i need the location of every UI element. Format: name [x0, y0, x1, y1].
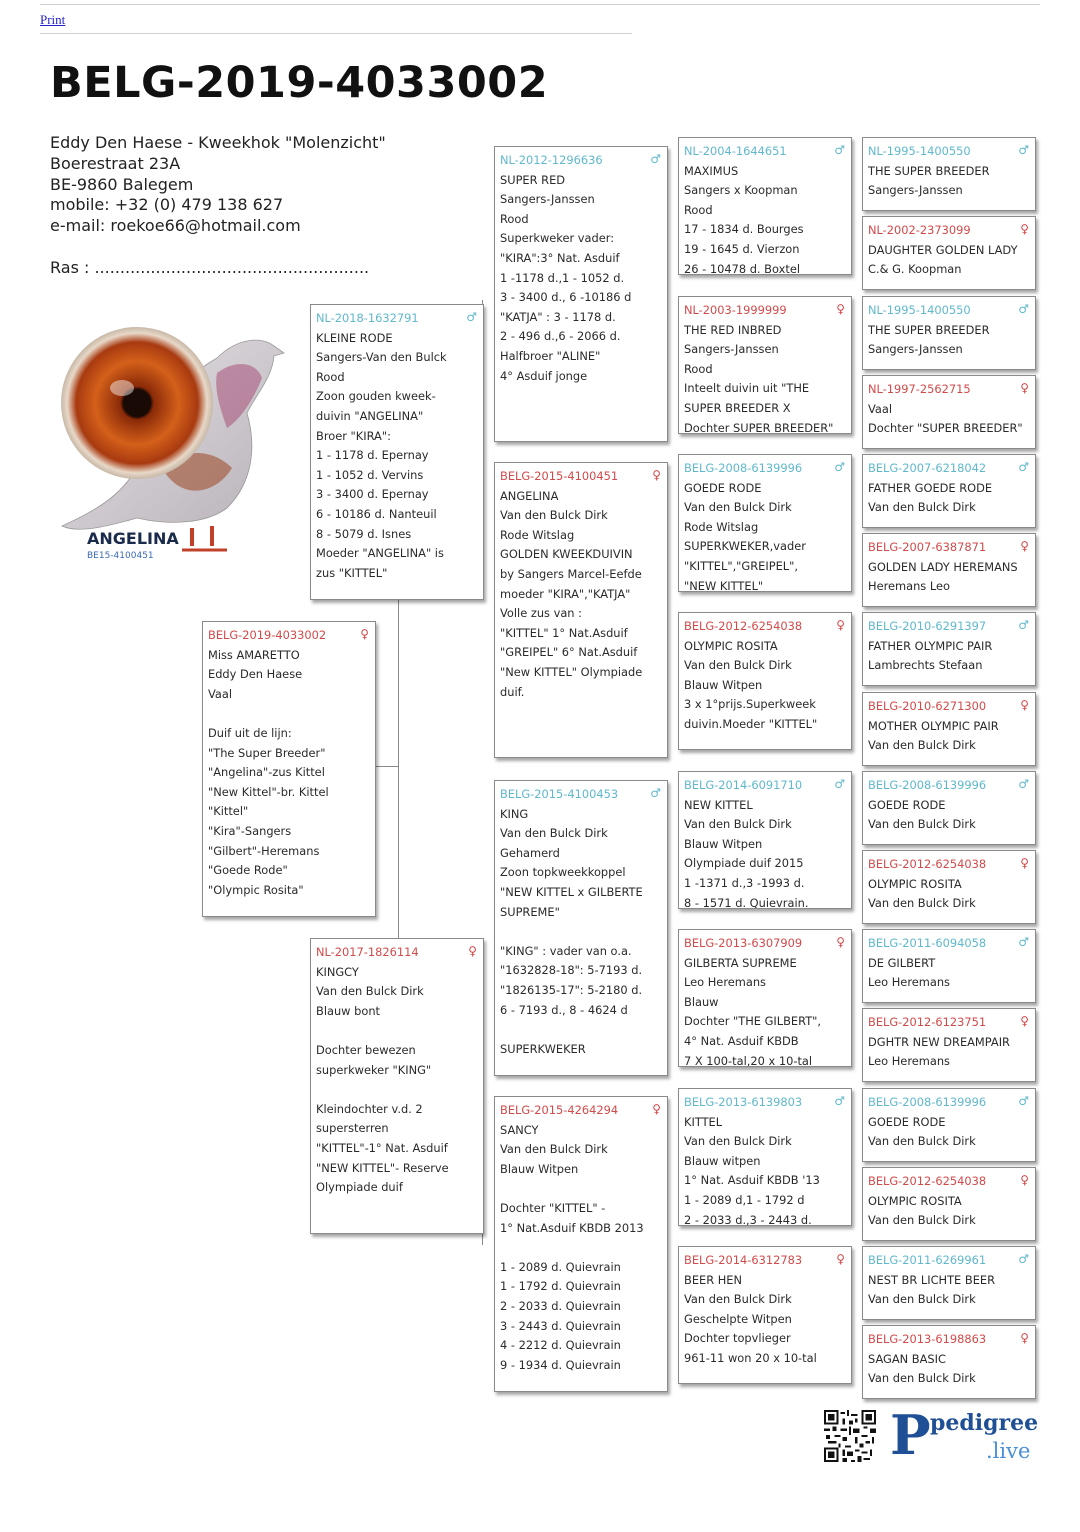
card-text-line: Dochter "THE GILBERT", — [684, 1014, 822, 1029]
card-text-line: 961-11 won 20 x 10-tal — [684, 1350, 817, 1365]
card-text-line: Moeder "ANGELINA" is — [316, 546, 444, 561]
pigeon-name: NEW KITTEL — [684, 797, 753, 812]
great-great-grandparent-card — [862, 692, 1036, 766]
pigeon-name: BEER HEN — [684, 1272, 743, 1287]
card-text-line: Van den Bulck Dirk — [684, 1292, 792, 1307]
card-text-line: 2 - 496 d.,6 - 2066 d. — [500, 329, 621, 344]
male-icon: ♂ — [834, 460, 845, 474]
print-link[interactable]: Print — [40, 12, 66, 27]
card-text-line: Rode Witslag — [684, 519, 759, 534]
card-text-line: SUPER BREEDER X — [684, 400, 791, 415]
granddam-maternal-card — [494, 1096, 668, 1392]
card-text-line: "NEW KITTEL x GILBERTE — [500, 884, 643, 899]
ring-number: NL-2018-1632791 — [316, 311, 419, 325]
card-text-line — [208, 704, 370, 724]
great-grandparent-card — [678, 296, 852, 434]
card-text-line: 1 - 2089 d,1 - 1792 d — [684, 1192, 805, 1207]
ring-number: BELG-2007-6218042 — [868, 461, 987, 475]
pigeon-name: Vaal — [868, 401, 893, 416]
card-text-line: Blauw Witpen — [684, 677, 763, 692]
card-text-line: 4° Nat. Asduif KBDB — [684, 1033, 799, 1048]
card-text-line: Dochter bewezen — [316, 1042, 416, 1057]
great-great-grandparent-card — [862, 216, 1036, 290]
card-text-line: 3 - 3400 d. Epernay — [316, 487, 429, 502]
great-great-grandparent-card — [862, 375, 1036, 449]
card-text-line: 9 - 1934 d. Quievrain — [500, 1357, 621, 1372]
pigeon-name: NEST BR LICHTE BEER — [868, 1272, 995, 1287]
card-text-line: Inteelt duivin uit "THE — [684, 381, 810, 396]
card-text-line: "KITTEL" 1° Nat.Asduif — [500, 625, 628, 640]
card-text-line: Rood — [316, 369, 345, 384]
ring-number: BELG-2011-6269961 — [868, 1253, 987, 1267]
great-great-grandparent-card — [862, 137, 1036, 211]
ring-number: BELG-2012-6254038 — [868, 1174, 987, 1188]
pigeon-name: Miss AMARETTO — [208, 647, 300, 662]
male-icon: ♂ — [1018, 935, 1029, 949]
card-text-line: Van den Bulck Dirk — [316, 984, 424, 999]
card-text-line: Van den Bulck Dirk — [868, 738, 976, 753]
ring-number: BELG-2015-4264294 — [500, 1103, 619, 1117]
pigeon-name: DGHTR NEW DREAMPAIR — [868, 1034, 1010, 1049]
great-great-grandparent-card — [862, 1167, 1036, 1241]
card-text-line — [316, 1080, 478, 1100]
pigeon-name: GOEDE RODE — [684, 480, 762, 495]
card-text-line: Van den Bulck Dirk — [684, 658, 792, 673]
female-icon: ♀ — [836, 935, 845, 949]
female-icon: ♀ — [1020, 222, 1029, 236]
card-text-line: 26 - 10478 d. Boxtel — [684, 261, 800, 275]
ring-number: BELG-2008-6139996 — [868, 778, 987, 792]
great-great-grandparent-card — [862, 296, 1036, 370]
card-text-line: Eddy Den Haese — [208, 667, 303, 682]
grandsire-maternal-card — [494, 780, 668, 1076]
card-text-line: zus "KITTEL" — [316, 565, 388, 580]
ring-number: BELG-2010-6271300 — [868, 699, 987, 713]
card-text-line: "New KITTEL" Olympiade — [500, 664, 643, 679]
male-icon: ♂ — [834, 1094, 845, 1108]
card-text-line: Gehamerd — [500, 845, 560, 860]
card-text-line: "Kira"-Sangers — [208, 823, 292, 838]
card-text-line: "The Super Breeder" — [208, 745, 326, 760]
page-title: BELG-2019-4033002 — [50, 58, 549, 108]
card-text-line: "NEW KITTEL" — [684, 578, 764, 592]
card-text-line: Sangers-Janssen — [500, 192, 595, 207]
card-text-line: Blauw witpen — [684, 1153, 761, 1168]
subject-card — [202, 621, 376, 917]
male-icon: ♂ — [650, 786, 661, 800]
card-text-line: "KITTEL"-1° Nat. Asduif — [316, 1140, 448, 1155]
great-great-grandparent-card — [862, 771, 1036, 845]
card-text-line: Van den Bulck Dirk — [500, 508, 608, 523]
great-grandparent-card — [678, 1088, 852, 1226]
card-text-line: Blauw Witpen — [500, 1161, 579, 1176]
pigeon-name: MOTHER OLYMPIC PAIR — [868, 718, 999, 733]
card-text-line: "Olympic Rosita" — [208, 882, 304, 897]
card-text-line: 1° Nat. Asduif KBDB '13 — [684, 1173, 820, 1188]
card-text-line — [316, 1021, 478, 1041]
card-text-line: 1 -1371 d.,3 -1993 d. — [684, 875, 805, 890]
pigeon-name: KING — [500, 806, 529, 821]
card-text-line: 6 - 10186 d. Nanteuil — [316, 506, 437, 521]
card-text-line: "NEW KITTEL"- Reserve — [316, 1160, 449, 1175]
header-divider — [40, 33, 632, 34]
card-text-line: Geschelpte Witpen — [684, 1311, 792, 1326]
pigeon-name: DE GILBERT — [868, 955, 936, 970]
card-text-line: Volle zus van : — [500, 606, 582, 621]
great-great-grandparent-card — [862, 1325, 1036, 1399]
great-grandparent-card — [678, 771, 852, 909]
pigeon-name: ANGELINA — [500, 488, 559, 503]
ring-number: BELG-2014-6312783 — [684, 1253, 803, 1267]
card-text-line: 4° Asduif jonge — [500, 368, 588, 383]
card-text-line: supersterren — [316, 1121, 389, 1136]
card-text-line: 8 - 5079 d. Isnes — [316, 526, 412, 541]
card-text-line: Dochter "SUPER BREEDER" — [868, 421, 1023, 436]
card-text-line: Zoon gouden kweek- — [316, 389, 436, 404]
card-text-line: "Angelina"-zus Kittel — [208, 765, 325, 780]
card-text-line: Van den Bulck Dirk — [868, 1371, 976, 1386]
pigeon-name: FATHER OLYMPIC PAIR — [868, 638, 993, 653]
card-text-line: "KATJA" : 3 - 1178 d. — [500, 309, 616, 324]
pigeon-name: GILBERTA SUPREME — [684, 955, 797, 970]
great-grandparent-card — [678, 1246, 852, 1384]
ring-number: NL-2003-1999999 — [684, 303, 787, 317]
ring-number: BELG-2012-6254038 — [684, 619, 803, 633]
male-icon: ♂ — [1018, 618, 1029, 632]
ring-number: BELG-2007-6387871 — [868, 540, 987, 554]
card-text-line: Rood — [684, 202, 713, 217]
great-grandparent-card — [678, 612, 852, 750]
great-grandparent-card — [678, 137, 852, 275]
card-text-line: Van den Bulck Dirk — [500, 826, 608, 841]
female-icon: ♀ — [652, 468, 661, 482]
card-text-line: 2 - 2033 d. Quievrain — [500, 1298, 621, 1313]
owner-street: Boerestraat 23A — [50, 153, 181, 173]
male-icon: ♂ — [1018, 302, 1029, 316]
great-great-grandparent-card — [862, 612, 1036, 686]
ring-number: BELG-2013-6139803 — [684, 1095, 803, 1109]
pigeon-name: SANCY — [500, 1122, 539, 1137]
card-text-line: Heremans Leo — [868, 579, 950, 594]
ring-number: BELG-2015-4100453 — [500, 787, 619, 801]
card-text-line: SUPERKWEKER,vader — [684, 539, 806, 554]
pigeon-name: KLEINE RODE — [316, 330, 393, 345]
card-text-line: 1 -1178 d.,1 - 1052 d. — [500, 270, 625, 285]
ring-number: NL-1997-2562715 — [868, 382, 971, 396]
great-great-grandparent-card — [862, 533, 1036, 607]
card-text-line: Van den Bulck Dirk — [684, 1134, 792, 1149]
female-icon: ♀ — [836, 1252, 845, 1266]
pigeon-name: OLYMPIC ROSITA — [868, 1193, 962, 1208]
card-text-line: Vaal — [208, 686, 233, 701]
male-icon: ♂ — [1018, 1094, 1029, 1108]
great-great-grandparent-card — [862, 454, 1036, 528]
card-text-line: Sangers-Janssen — [684, 342, 779, 357]
photo-pigeon-name: ANGELINA — [87, 529, 179, 548]
card-text-line: 19 - 1645 d. Vierzon — [684, 241, 800, 256]
pigeon-name: THE SUPER BREEDER — [868, 322, 990, 337]
female-icon: ♀ — [360, 627, 369, 641]
card-text-line: "KITTEL","GREIPEL", — [684, 558, 798, 573]
card-text-line: "1632828-18": 5-7193 d. — [500, 963, 643, 978]
card-text-line: 3 x 1°prijs.Superkweek — [684, 697, 816, 712]
ring-number: NL-2012-1296636 — [500, 153, 603, 167]
great-great-grandparent-card — [862, 1008, 1036, 1082]
card-text-line: 17 - 1834 d. Bourges — [684, 222, 804, 237]
card-text-line: 1 - 1178 d. Epernay — [316, 448, 429, 463]
male-icon: ♂ — [1018, 777, 1029, 791]
card-text-line: Van den Bulck Dirk — [868, 500, 976, 515]
logo-main-text: pedigree — [930, 1410, 1039, 1436]
card-text-line: Kleindochter v.d. 2 — [316, 1101, 423, 1116]
owner-email: e-mail: roekoe66@hotmail.com — [50, 216, 301, 236]
card-text-line: 3 - 2443 d. Quievrain — [500, 1318, 621, 1333]
pigeon-name: SUPER RED — [500, 172, 566, 187]
great-great-grandparent-card — [862, 1246, 1036, 1320]
ring-number: BELG-2012-6123751 — [868, 1015, 987, 1029]
qr-code — [824, 1410, 876, 1462]
card-text-line: Van den Bulck Dirk — [500, 1142, 608, 1157]
pigeon-name: FATHER GOEDE RODE — [868, 480, 993, 495]
female-icon: ♀ — [1020, 1014, 1029, 1028]
card-text-line: "KING" : vader van o.a. — [500, 943, 632, 958]
card-text-line: Lambrechts Stefaan — [868, 658, 983, 673]
logo-letter: P — [890, 1404, 931, 1467]
card-text-line: "KIRA":3° Nat. Asduif — [500, 250, 620, 265]
card-text-line: Duif uit de lijn: — [208, 725, 292, 740]
ring-number: NL-1995-1400550 — [868, 303, 971, 317]
ring-number: BELG-2013-6307909 — [684, 936, 803, 950]
male-icon: ♂ — [834, 143, 845, 157]
card-text-line: "Gilbert"-Heremans — [208, 843, 320, 858]
card-text-line: GOLDEN KWEEKDUIVIN — [500, 547, 633, 562]
card-text-line: by Sangers Marcel-Eefde — [500, 566, 642, 581]
owner-name: Eddy Den Haese - Kweekhok "Molenzicht" — [50, 133, 386, 152]
owner-city: BE-9860 Balegem — [50, 174, 194, 194]
card-text-line: Sangers-Janssen — [868, 183, 963, 198]
card-text-line: 7 X 100-tal,20 x 10-tal — [684, 1053, 813, 1067]
card-text-line: Van den Bulck Dirk — [684, 500, 792, 515]
card-text-line: Dochter topvlieger — [684, 1331, 791, 1346]
card-text-line — [500, 922, 662, 942]
pigeon-name: GOLDEN LADY HEREMANS — [868, 559, 1018, 574]
card-text-line — [500, 1020, 662, 1040]
card-text-line: duif. — [500, 684, 525, 699]
female-icon: ♀ — [1020, 539, 1029, 553]
card-text-line: Van den Bulck Dirk — [868, 1134, 976, 1149]
card-text-line: Sangers-Van den Bulck — [316, 350, 447, 365]
card-text-line: Olympiade duif 2015 — [684, 856, 804, 871]
connector-line — [374, 766, 399, 767]
ring-number: BELG-2008-6139996 — [868, 1095, 987, 1109]
male-icon: ♂ — [1018, 1252, 1029, 1266]
male-icon: ♂ — [834, 777, 845, 791]
pigeon-name: OLYMPIC ROSITA — [868, 876, 962, 891]
ring-number: BELG-2010-6291397 — [868, 619, 987, 633]
card-text-line: Zoon topkweekkoppel — [500, 865, 626, 880]
pigeon-name: GOEDE RODE — [868, 797, 946, 812]
card-text-line: 1 - 2089 d. Quievrain — [500, 1259, 621, 1274]
ring-number: BELG-2011-6094058 — [868, 936, 987, 950]
card-text-line: moeder "KIRA","KATJA" — [500, 586, 631, 601]
ring-number: NL-2004-1644651 — [684, 144, 787, 158]
card-text-line: Blauw — [684, 994, 719, 1009]
card-text-line: 2 - 2033 d.,3 - 2443 d. — [684, 1212, 812, 1226]
ring-number: NL-2002-2373099 — [868, 223, 971, 237]
card-text-line: C.& G. Koopman — [868, 262, 962, 277]
pigeon-name: THE SUPER BREEDER — [868, 163, 990, 178]
female-icon: ♀ — [468, 944, 477, 958]
ring-number: NL-1995-1400550 — [868, 144, 971, 158]
card-text-line: duivin "ANGELINA" — [316, 408, 424, 423]
card-text-line: Leo Heremans — [868, 975, 950, 990]
female-icon: ♀ — [1020, 1173, 1029, 1187]
card-text-line: "1826135-17": 5-2180 d. — [500, 982, 643, 997]
ring-number: BELG-2015-4100451 — [500, 469, 619, 483]
male-icon: ♂ — [1018, 460, 1029, 474]
female-icon: ♀ — [836, 302, 845, 316]
card-text-line: Halfbroer "ALINE" — [500, 348, 601, 363]
pigeon-name: OLYMPIC ROSITA — [684, 638, 778, 653]
card-text-line: Dochter "KITTEL" - — [500, 1200, 606, 1215]
pigeon-name: DAUGHTER GOLDEN LADY — [868, 242, 1018, 257]
card-text-line: Leo Heremans — [868, 1054, 950, 1069]
card-text-line: Leo Heremans — [684, 975, 766, 990]
owner-info — [50, 133, 386, 237]
female-icon: ♀ — [836, 618, 845, 632]
male-icon: ♂ — [1018, 143, 1029, 157]
mother-card — [310, 938, 484, 1234]
great-grandparent-card — [678, 929, 852, 1067]
card-text-line: Sangers x Koopman — [684, 183, 798, 198]
pigeon-name: THE RED INBRED — [684, 322, 782, 337]
card-text-line: 1° Nat.Asduif KBDB 2013 — [500, 1220, 644, 1235]
card-text-line: Superkweker vader: — [500, 231, 615, 246]
card-text-line: "New Kittel"-br. Kittel — [208, 784, 329, 799]
card-text-line: 8 - 1571 d. Quievrain. — [684, 895, 809, 909]
card-text-line: Van den Bulck Dirk — [868, 1292, 976, 1307]
ras-field: Ras : ...................................................... — [50, 258, 370, 277]
card-text-line: Blauw bont — [316, 1003, 381, 1018]
card-text-line: "GREIPEL" 6° Nat.Asduif — [500, 645, 638, 660]
card-text-line: Van den Bulck Dirk — [684, 817, 792, 832]
card-text-line: duivin.Moeder "KITTEL" — [684, 716, 818, 731]
great-grandparent-card — [678, 454, 852, 592]
card-text-line: Rode Witslag — [500, 527, 575, 542]
card-text-line: Rood — [500, 211, 529, 226]
pigeon-photo — [42, 318, 292, 570]
great-great-grandparent-card — [862, 850, 1036, 924]
card-text-line: SUPERKWEKER — [500, 1041, 586, 1056]
card-text-line — [500, 1238, 662, 1258]
card-text-line: superkweker "KING" — [316, 1062, 432, 1077]
logo-sub-text: .live — [986, 1439, 1031, 1463]
owner-mobile: mobile: +32 (0) 479 138 627 — [50, 195, 284, 215]
card-text-line: 1 - 1052 d. Vervins — [316, 467, 424, 482]
card-text-line: 4 - 2212 d. Quievrain — [500, 1338, 621, 1353]
card-text-line: Rood — [684, 361, 713, 376]
card-text-line: "Goede Rode" — [208, 863, 288, 878]
ring-number: NL-2017-1826114 — [316, 945, 419, 959]
pigeon-name: MAXIMUS — [684, 163, 739, 178]
card-text-line: 3 - 3400 d., 6 -10186 d — [500, 290, 632, 305]
card-text-line: SUPREME" — [500, 904, 560, 919]
ring-number: BELG-2012-6254038 — [868, 857, 987, 871]
card-text-line: Van den Bulck Dirk — [868, 817, 976, 832]
connector-line — [398, 598, 399, 938]
female-icon: ♀ — [1020, 1331, 1029, 1345]
card-text-line: "Kittel" — [208, 804, 249, 819]
great-great-grandparent-card — [862, 929, 1036, 1003]
pigeon-name: KINGCY — [316, 964, 359, 979]
ring-number: BELG-2014-6091710 — [684, 778, 803, 792]
pigeon-name: GOEDE RODE — [868, 1114, 946, 1129]
pedigree-live-logo — [890, 1404, 1040, 1468]
card-text-line: 1 - 1792 d. Quievrain — [500, 1279, 621, 1294]
male-icon: ♂ — [466, 310, 477, 324]
ring-number: BELG-2008-6139996 — [684, 461, 803, 475]
photo-pigeon-ring: BE15-4100451 — [87, 551, 154, 561]
pigeon-name: SAGAN BASIC — [868, 1351, 946, 1366]
great-great-grandparent-card — [862, 1088, 1036, 1162]
card-text-line: Broer "KIRA": — [316, 428, 391, 443]
top-divider — [40, 4, 1040, 5]
grandsire-paternal-card — [494, 146, 668, 442]
card-text-line: Van den Bulck Dirk — [868, 896, 976, 911]
female-icon: ♀ — [1020, 856, 1029, 870]
ring-number: BELG-2019-4033002 — [208, 628, 327, 642]
card-text-line: Van den Bulck Dirk — [868, 1213, 976, 1228]
female-icon: ♀ — [1020, 698, 1029, 712]
card-text-line: Blauw Witpen — [684, 836, 763, 851]
card-text-line: 6 - 7193 d., 8 - 4624 d — [500, 1002, 628, 1017]
pigeon-name: KITTEL — [684, 1114, 723, 1129]
card-text-line: Dochter SUPER BREEDER" — [684, 420, 834, 434]
male-icon: ♂ — [650, 152, 661, 166]
granddam-paternal-card — [494, 462, 668, 758]
card-text-line — [500, 1179, 662, 1199]
father-card — [310, 304, 484, 600]
female-icon: ♀ — [1020, 381, 1029, 395]
card-text-line: Sangers-Janssen — [868, 342, 963, 357]
card-text-line: Olympiade duif — [316, 1180, 403, 1195]
ring-number: BELG-2013-6198863 — [868, 1332, 987, 1346]
female-icon: ♀ — [652, 1102, 661, 1116]
